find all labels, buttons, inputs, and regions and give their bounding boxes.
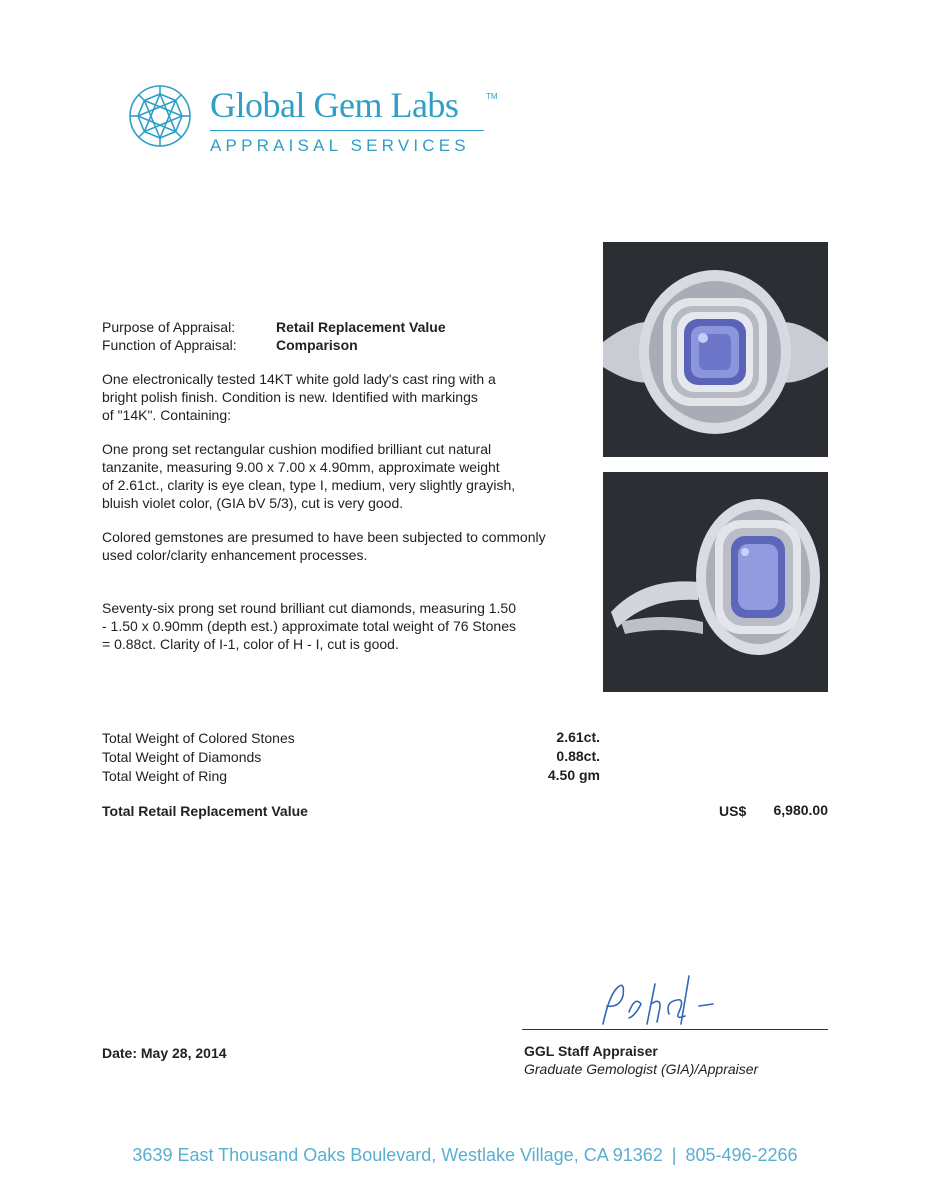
currency-label: US$ [719, 803, 747, 819]
colored-stones-value: 2.61ct. [556, 729, 600, 745]
stone-description-line: One prong set rectangular cushion modified brilliant cut natural [102, 441, 492, 457]
retail-value-label: Total Retail Replacement Value [102, 803, 308, 819]
appraiser-credentials: Graduate Gemologist (GIA)/Appraiser [524, 1061, 759, 1077]
brand-name: Global Gem Labs [210, 85, 459, 125]
ring-description-line: bright polish finish. Condition is new. Identified with markings [102, 389, 478, 405]
footer-phone: 805-496-2266 [685, 1145, 798, 1165]
stone-description-line: tanzanite, measuring 9.00 x 7.00 x 4.90mm, approximate weight [102, 459, 500, 475]
ring-description-line: One electronically tested 14KT white gold lady's cast ring with a [102, 371, 496, 387]
brand-subtitle: APPRAISAL SERVICES [210, 136, 470, 155]
ring-weight-label: Total Weight of Ring [102, 768, 228, 784]
footer-contact [0, 1145, 930, 1166]
retail-value-amount: 6,980.00 [773, 802, 828, 818]
ring-description-line: of "14K". Containing: [102, 407, 232, 423]
purpose-value: Retail Replacement Value [276, 319, 446, 335]
stone-description-line: of 2.61ct., clarity is eye clean, type I, medium, very slightly grayish, [102, 477, 516, 493]
ring-photo-side [603, 472, 828, 692]
footer-separator: | [671, 1145, 677, 1165]
trademark-mark: TM [486, 92, 498, 101]
diamond-description-line: - 1.50 x 0.90mm (depth est.) approximate total weight of 76 Stones [102, 618, 516, 634]
function-label: Function of Appraisal: [102, 337, 237, 353]
company-logo [128, 84, 508, 164]
diamond-description [102, 599, 516, 653]
diamonds-weight-value: 0.88ct. [556, 748, 600, 764]
ring-weight-value: 4.50 gm [547, 767, 600, 783]
colored-stones-label: Total Weight of Colored Stones [102, 730, 295, 746]
ring-side-image [603, 472, 828, 692]
purpose-label: Purpose of Appraisal: [102, 319, 236, 335]
brand-divider [210, 130, 484, 131]
function-value: Comparison [276, 337, 358, 353]
diamond-description-line: Seventy-six prong set round brilliant cut diamonds, measuring 1.50 [102, 600, 516, 616]
stone-description-line: bluish violet color, (GIA bV 5/3), cut is very good. [102, 495, 404, 511]
appraiser-signature [595, 966, 725, 1030]
treatment-line: used color/clarity enhancement processes. [102, 547, 368, 563]
signature-line [522, 1029, 828, 1030]
appraiser-title: GGL Staff Appraiser [524, 1043, 658, 1059]
footer-address: 3639 East Thousand Oaks Boulevard, Westlake Village, CA 91362 [132, 1145, 663, 1165]
appraisal-date: Date: May 28, 2014 [102, 1045, 227, 1061]
stone-description [102, 440, 515, 512]
ring-description [102, 370, 496, 424]
treatment-disclosure [102, 528, 546, 564]
ring-photo-top [603, 242, 828, 457]
ring-top-image [603, 242, 828, 457]
diamonds-weight-label: Total Weight of Diamonds [102, 749, 262, 765]
diamond-description-line: = 0.88ct. Clarity of I-1, color of H - I, cut is good. [102, 636, 399, 652]
diamond-logo-icon [128, 84, 192, 148]
treatment-line: Colored gemstones are presumed to have been subjected to commonly [102, 529, 546, 545]
